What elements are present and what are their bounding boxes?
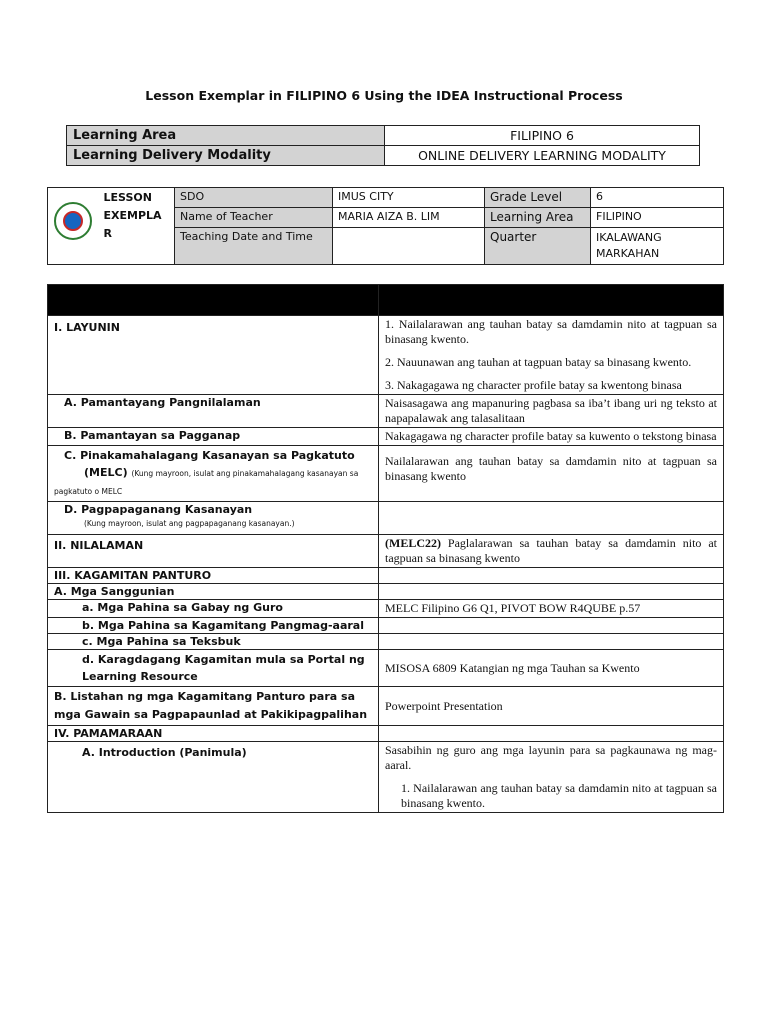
table-row (48, 568, 724, 584)
table-row (67, 126, 700, 146)
nilalaman-label: II. NILALAMAN (48, 535, 379, 568)
table-row (48, 634, 724, 650)
kagamitang-pangmag-aaral-value (379, 618, 724, 634)
pagpapaganang-note: (Kung mayroon, isulat ang pagpapaganang kasanayan.) (84, 519, 295, 528)
table-row (48, 726, 724, 742)
kagamitang-pangmag-aaral-label: b. Mga Pahina sa Kagamitang Pangmag-aaral (48, 618, 379, 634)
quarter-value: IKALAWANG MARKAHAN (591, 228, 724, 265)
gabay-ng-guro-label: a. Mga Pahina sa Gabay ng Guro (48, 600, 379, 618)
intro-objective-1: 1. Nailalarawan ang tauhan batay sa damdamin nito at tagpuan sa binasang kwento. (401, 781, 717, 810)
table-row (48, 618, 724, 634)
pamantayan-sa-pagganap-value: Nakagagawa ng character profile batay sa kuwento o tekstong binasa (379, 428, 724, 446)
header-learning-area-label: Learning Area (485, 208, 591, 228)
table-row (67, 146, 700, 166)
objective-3: 3. Nakagagawa ng character profile batay sa kwentong binasa (385, 378, 682, 392)
pamantayan-sa-pagganap-label: B. Pamantayan sa Pagganap (48, 428, 379, 446)
lesson-header-table (47, 187, 724, 265)
melc-label: C. Pinakamahalagang Kasanayan sa Pagkatuto (MELC) (Kung mayroon, isulat ang pinakamahalagang kasanayan sa pagkatuto o MELC (48, 446, 379, 502)
teaching-date-label: Teaching Date and Time (175, 228, 333, 265)
gabay-ng-guro-value: MELC Filipino G6 Q1, PIVOT BOW R4QUBE p.57 (379, 600, 724, 618)
teaching-date-value (333, 228, 485, 265)
layunin-label: I. LAYUNIN (48, 316, 379, 395)
introduction-label: A. Introduction (Panimula) (48, 742, 379, 813)
objective-2: 2. Nauunawan ang tauhan at tagpuan batay sa binasang kwento. (385, 355, 692, 369)
table-row (48, 600, 724, 618)
header-learning-area-value: FILIPINO (591, 208, 724, 228)
learning-area-table (66, 125, 700, 166)
quarter-label: Quarter (485, 228, 591, 265)
learning-area-label: Learning Area (67, 126, 385, 146)
pagpapaganang-kasanayan-value (379, 502, 724, 535)
kagamitan-label: III. KAGAMITAN PANTURO (48, 568, 379, 584)
table-row (48, 687, 724, 726)
sdo-label: SDO (175, 188, 333, 208)
table-header-row (48, 285, 724, 316)
teacher-value: MARIA AIZA B. LIM (333, 208, 485, 228)
table-row (48, 316, 724, 395)
layunin-value (379, 316, 724, 395)
pagpapaganang-kasanayan-label: D. Pagpapaganang Kasanayan (Kung mayroon, isulat ang pagpapaganang kasanayan.) (48, 502, 379, 535)
listahan-value: Powerpoint Presentation (379, 687, 724, 726)
nilalaman-value: (MELC22) Paglalarawan sa tauhan batay sa damdamin nito at tagpuan sa binasang kwento (379, 535, 724, 568)
introduction-value (379, 742, 724, 813)
sanggunian-label: A. Mga Sanggunian (48, 584, 379, 600)
document-title: Lesson Exemplar in FILIPINO 6 Using the IDEA Instructional Process (145, 88, 623, 103)
table-row (48, 395, 724, 428)
teacher-label: Name of Teacher (175, 208, 333, 228)
table-row (48, 446, 724, 502)
karagdagang-kagamitan-label: d. Karagdagang Kagamitan mula sa Portal ng Learning Resource (48, 650, 379, 687)
table-row (48, 502, 724, 535)
sdo-value: IMUS CITY (333, 188, 485, 208)
karagdagang-kagamitan-value: MISOSA 6809 Katangian ng mga Tauhan sa Kwento (379, 650, 724, 687)
table-row (48, 535, 724, 568)
lesson-exemplar-label: LESSON EXEMPLA R (98, 188, 175, 265)
listahan-label: B. Listahan ng mga Kagamitang Panturo para sa mga Gawain sa Pagpapaunlad at Pakikipagpalihan (48, 687, 379, 726)
grade-level-label: Grade Level (485, 188, 591, 208)
table-row (48, 742, 724, 813)
table-row (48, 428, 724, 446)
delivery-modality-value: ONLINE DELIVERY LEARNING MODALITY (385, 146, 700, 166)
melc-note: (Kung mayroon, isulat ang pinakamahalagang kasanayan sa pagkatuto o MELC (54, 469, 359, 496)
grade-level-value: 6 (591, 188, 724, 208)
table-row (48, 650, 724, 687)
table-row (48, 584, 724, 600)
objective-1: 1. Nailalarawan ang tauhan batay sa damdamin nito at tagpuan sa binasang kwento. (385, 317, 717, 346)
pamamaraan-label: IV. PAMAMARAAN (48, 726, 379, 742)
lesson-plan-table (47, 284, 724, 813)
logo-cell (48, 188, 98, 265)
melc-value: Nailalarawan ang tauhan batay sa damdamin nito at tagpuan sa binasang kwento (379, 446, 724, 502)
delivery-modality-label: Learning Delivery Modality (67, 146, 385, 166)
teksbuk-label: c. Mga Pahina sa Teksbuk (48, 634, 379, 650)
pamantayang-pangnilalaman-value: Naisasagawa ang mapanuring pagbasa sa iba’t ibang uri ng teksto at napapalawak ang talasalitaan (379, 395, 724, 428)
pamantayang-pangnilalaman-label: A. Pamantayang Pangnilalaman (48, 395, 379, 428)
learning-area-value: FILIPINO 6 (385, 126, 700, 146)
school-seal-icon (54, 202, 92, 240)
teksbuk-value (379, 634, 724, 650)
intro-paragraph: Sasabihin ng guro ang mga layunin para sa pagkaunawa ng mag-aaral. (385, 743, 717, 772)
